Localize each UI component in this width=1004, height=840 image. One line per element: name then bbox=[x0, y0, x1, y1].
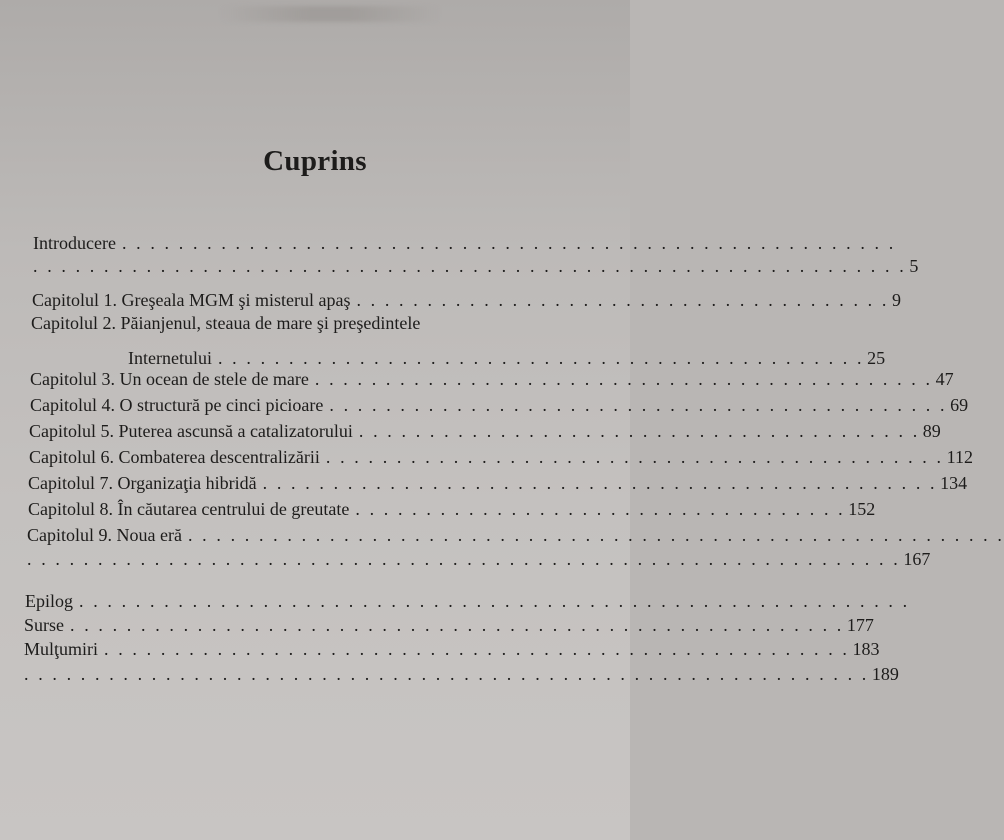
entry-label: Capitolul 7. Organizaţia hibridă bbox=[28, 473, 257, 493]
entry-label: Capitolul 4. O structură pe cinci picioare bbox=[30, 395, 324, 415]
dot-leader: . . . . . . . . . . . . . . . . . . . . . . . . . . . . . . . . . . . . . . bbox=[356, 290, 889, 310]
toc-entry-capitolul-2: Capitolul 2. Păianjenul, steaua de mare şi preşedintele bbox=[31, 313, 421, 333]
dot-leader: . . . . . . . . . . . . . . . . . . . . . . . . . . . . . . . . . . . . . . . . . . . . bbox=[329, 395, 948, 415]
toc-entry-capitolul-8 bbox=[28, 498, 876, 520]
dot-leader: . . . . . . . . . . . . . . . . . . . . . . . . . . . . . . . . . . . . . . . . . . . . . . . . . . . . . . . . . . . bbox=[79, 591, 910, 611]
entry-label: Capitolul 9. Noua eră bbox=[27, 525, 182, 545]
page-number: 89 bbox=[922, 421, 941, 441]
toc-entry-surse bbox=[24, 614, 874, 636]
page-number: 112 bbox=[946, 447, 973, 467]
dot-leader: . . . . . . . . . . . . . . . . . . . . . . . . . . . . . . . . . . . . . . . . . . . . bbox=[314, 369, 933, 389]
toc-entry-continuation bbox=[27, 548, 931, 570]
dot-leader: . . . . . . . . . . . . . . . . . . . . . . . . . . . . . . . . . . . . . . . . . . . . . . . . bbox=[262, 473, 938, 493]
entry-label: Capitolul 3. Un ocean de stele de mare bbox=[30, 369, 309, 389]
dot-leader: . . . . . . . . . . . . . . . . . . . . . . . . . . . . . . . . . . . . . . . . . . . . bbox=[325, 447, 944, 467]
dot-leader: . . . . . . . . . . . . . . . . . . . . . . . . . . . . . . . . . . . . . . . . . . . . . . . . . . . . . . . bbox=[70, 615, 844, 635]
page-number: 47 bbox=[935, 369, 954, 389]
entry-label: Surse bbox=[24, 615, 64, 635]
page-number: 134 bbox=[940, 473, 968, 493]
dot-leader: . . . . . . . . . . . . . . . . . . . . . . . . . . . . . . . . . . . . . . . . . . . . . . . . . . . . . . . . . . bbox=[187, 525, 1004, 545]
entry-label: Internetului bbox=[128, 348, 212, 368]
toc-entry-capitolul-9 bbox=[27, 524, 1004, 546]
dot-leader: . . . . . . . . . . . . . . . . . . . . . . . . . . . . . . . . . . . . . . . . . . . . . . . . . . . . . . . . . . . . . . bbox=[33, 256, 907, 276]
entry-label: Capitolul 8. În căutarea centrului de greutate bbox=[28, 499, 350, 519]
entry-label: Capitolul 1. Greşeala MGM şi misterul apaş bbox=[32, 290, 351, 310]
toc-entry-multumiri bbox=[24, 638, 880, 660]
page-title: Cuprins bbox=[263, 145, 367, 177]
entry-label: Introducere bbox=[33, 233, 116, 253]
dot-leader: . . . . . . . . . . . . . . . . . . . . . . . . . . . . . . . . . . . . . . . . . . . . . . . . . . . . . bbox=[104, 639, 850, 659]
page-number: 177 bbox=[846, 615, 874, 635]
toc-entry-capitolul-4 bbox=[30, 394, 969, 416]
dot-leader: . . . . . . . . . . . . . . . . . . . . . . . . . . . . . . . . . . . . . . . . bbox=[358, 421, 920, 441]
toc-entry-capitolul-6 bbox=[29, 446, 973, 468]
page-number: 167 bbox=[903, 549, 931, 569]
page-number: 183 bbox=[852, 639, 880, 659]
page-number: 189 bbox=[871, 664, 899, 684]
toc-entry-capitolul-5 bbox=[29, 420, 941, 442]
toc-entry-epilog bbox=[25, 590, 910, 612]
toc-entry-capitolul-2-continuation bbox=[128, 347, 886, 369]
dot-leader: . . . . . . . . . . . . . . . . . . . . . . . . . . . . . . . . . . . . . . . . . . . . . . bbox=[217, 348, 865, 368]
entry-label: Capitolul 5. Puterea ascunsă a catalizatorului bbox=[29, 421, 353, 441]
page-number: 25 bbox=[867, 348, 886, 368]
toc-entry-continuation bbox=[24, 663, 899, 685]
dot-leader: . . . . . . . . . . . . . . . . . . . . . . . . . . . . . . . . . . . . . . . . . . . . . . . . . . . . . . . bbox=[121, 233, 896, 253]
page-number: 5 bbox=[909, 256, 919, 276]
entry-label: Mulţumiri bbox=[24, 639, 99, 659]
page-number: 69 bbox=[950, 395, 969, 415]
toc-entry-continuation bbox=[33, 255, 919, 277]
dot-leader: . . . . . . . . . . . . . . . . . . . . . . . . . . . . . . . . . . . bbox=[355, 499, 846, 519]
toc-entry-capitolul-3 bbox=[30, 368, 954, 390]
toc-entry-capitolul-1 bbox=[32, 289, 901, 311]
dot-leader: . . . . . . . . . . . . . . . . . . . . . . . . . . . . . . . . . . . . . . . . . . . . . . . . . . . . . . . . . . . . bbox=[24, 664, 869, 684]
dot-leader: . . . . . . . . . . . . . . . . . . . . . . . . . . . . . . . . . . . . . . . . . . . . . . . . . . . . . . . . . . . . . . bbox=[27, 549, 901, 569]
entry-label: Capitolul 6. Combaterea descentralizării bbox=[29, 447, 320, 467]
page-number: 152 bbox=[848, 499, 876, 519]
toc-entry-capitolul-7 bbox=[28, 472, 968, 494]
toc-entry-introducere bbox=[33, 232, 896, 254]
page-number: 9 bbox=[891, 290, 901, 310]
entry-label: Epilog bbox=[25, 591, 73, 611]
